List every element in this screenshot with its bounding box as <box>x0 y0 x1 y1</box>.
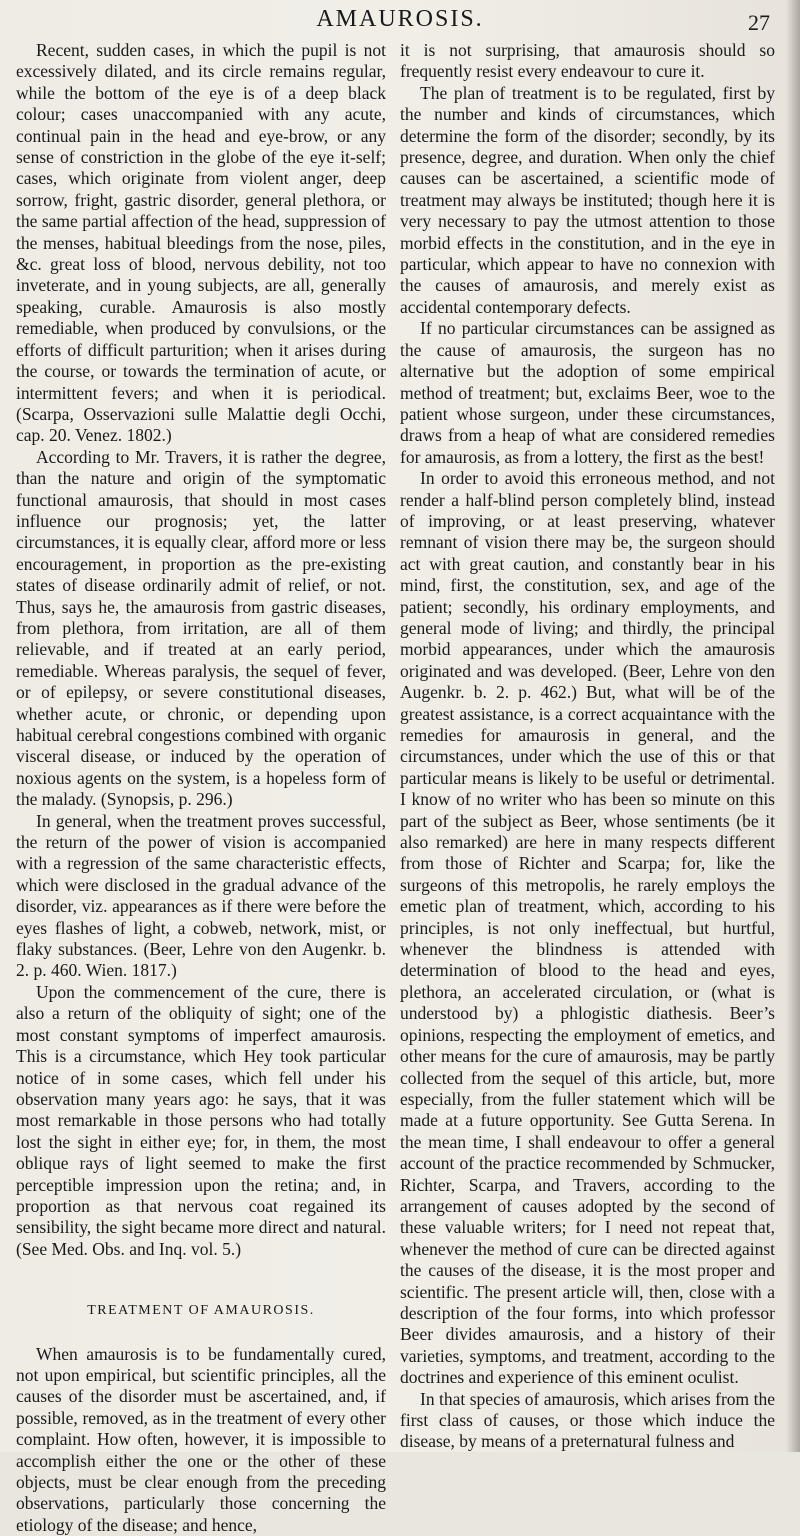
section-heading: TREATMENT OF AMAUROSIS. <box>87 1303 315 1319</box>
paragraph-travers-prognosis: According to Mr. Travers, it is rather the degree, than the nature and origin of the symptomatic functional amaurosis, that should in most cases influence our prognosis; yet, the latter circumstances, it is equally clear, afford more or less encouragement, in proportion as the pre-existing states of disease ordinarily admit of relief, or not. Thus, says he, the amaurosis from gastric diseases, from plethora, from irritation, are all of them relievable, and if treated at an early period, remediable. Whereas paralysis, the sequel of fever, or of epilepsy, or severe constitutional diseases, whether acute, or chronic, or depending upon habitual cerebral congestions combined with organic visceral disease, or induced by the operation of noxious agents on the system, is a hopeless form of the malady. (Synopsis, p. 296.) <box>16 446 386 810</box>
paragraph-obliquity-of-sight: Upon the commencement of the cure, there is also a return of the obliquity of sight; one of the most constant symptoms of imperfect amaurosis. This is a circumstance, which Hey took particular notice of in some cases, which fell under his observation many years ago: he says, that it was most remarkable in those persons who had totally lost the sight in either eye; for, in them, the most oblique rays of light seemed to make the first perceptible impression upon the retina; and, in proportion as that nervous coat regained its sensibility, the sight became more direct and natural. (See Med. Obs. and Inq. vol. 5.) <box>16 981 386 1259</box>
right-column <box>400 40 775 1453</box>
running-title: AMAUROSIS. <box>316 6 484 32</box>
page-header <box>0 4 800 44</box>
page-edge-shadow <box>786 0 800 1452</box>
paragraph-empirical-method: If no particular circumstances can be assigned as the cause of amaurosis, the surgeon has no alternative but the adoption of some empirical method of treatment; but, exclaims Beer, woe to the patient whose surgeon, under these circumstances, draws from a heap of what are considered remedies for amaurosis, as from a lottery, the first as the best! <box>400 318 775 467</box>
paragraph-prognosis-curable: Recent, sudden cases, in which the pupil is not excessively dilated, and its circle remains regular, while the bottom of the eye is of a deep black colour; cases unaccompanied with any acute, continual pain in the head and eye-brow, or any sense of constriction in the globe of the eye it-self; cases, which originate from violent anger, deep sorrow, fright, gastric disorder, general plethora, or the same partial affection of the head, suppression of the menses, habitual bleedings from the nose, piles, &c. great loss of blood, nervous debility, not too inveterate, and in young subjects, are all, generally speaking, curable. Amaurosis is also mostly remediable, when produced by convulsions, or the efforts of difficult parturition; when it arises during the course, or towards the termination of acute, or intermittent fevers; and when it is periodical. (Scarpa, Osservazioni sulle Malattie degli Occhi, cap. 20. Venez. 1802.) <box>16 40 386 446</box>
paragraph-continuation: it is not surprising, that amaurosis should so frequently resist every endeavour to cure it. <box>400 40 775 82</box>
paragraph-plan-of-treatment: The plan of treatment is to be regulated, first by the number and kinds of circumstances, which determine the form of the disorder; secondly, by its presence, degree, and duration. When only the chief causes can be ascertained, a scientific mode of treatment may always be instituted; though here it is very necessary to pay the utmost attention to those morbid effects in the constitution, and in the eye in particular, which appear to have no connexion with the causes of amaurosis, and merely exist as accidental contemporary defects. <box>400 82 775 317</box>
paragraph-return-of-vision: In general, when the treatment proves successful, the return of the power of vision is accompanied with a regression of the same characteristic effects, which were disclosed in the gradual advance of the disorder, viz. appearances as if there were before the eyes flashes of light, a cobweb, network, mist, or flaky substances. (Beer, Lehre von den Augenkr. b. 2. p. 460. Wien. 1817.) <box>16 810 386 981</box>
paragraph-treatment-intro: When amaurosis is to be fundamentally cured, not upon empirical, but scientific principles, all the causes of the disorder must be ascertained, and, if possible, removed, as in the treatment of every other complaint. How often, however, it is impossible to accomplish either the one or the other of these objects, must be clear enough from the preceding observations, particularly those concerning the etiology of the disease; and hence, <box>16 1343 386 1535</box>
left-column <box>16 40 386 1536</box>
paragraph-first-class-causes: In that species of amaurosis, which arises from the first class of causes, or those which induce the disease, by means of a preternatural fulness and <box>400 1388 775 1452</box>
paragraph-avoid-erroneous-method: In order to avoid this erroneous method, and not render a half-blind person completely blind, instead of improving, or at least preserving, whatever remnant of vision there may be, the surgeon should act with great caution, and constantly bear in his mind, first, the constitution, sex, and age of the patient; secondly, his ordinary employments, and general mode of living; and thirdly, the principal morbid appearances, under which the amaurosis originated and was developed. (Beer, Lehre von den Augenkr. b. 2. p. 462.) But, what will be of the greatest assistance, is a correct acquaintance with the remedies for amaurosis in general, and the circumstances, under which the use of this or that particular means is likely to be useful or detrimental. I know of no writer who has been so minute on this part of the subject as Beer, whose sentiments (be it also remarked) are here in many respects different from those of Richter and Scarpa; for, like the surgeons of this metropolis, he rarely employs the emetic plan of treatment, which, according to his principles, is not only ineffectual, but hurtful, whenever the blindness is attended with determination of blood to the head and eyes, plethora, an accelerated circulation, or (what is understood by) a phlogistic diathesis. Beer’s opinions, respecting the employment of emetics, and other means for the cure of amaurosis, may be partly collected from the sequel of this article, but, more especially, from the fuller statement which will be made at a future opportunity. See Gutta Serena. In the mean time, I shall endeavour to offer a general account of the practice recommended by Schmucker, Richter, Scarpa, and Travers, according to the arrangement of causes adopted by the second of these valuable writers; for I need not repeat that, whenever the method of cure can be directed against the causes of the disease, it is the most proper and scientific. The present article will, then, close with a description of the four forms, into which professor Beer divides amaurosis, and a history of their varieties, symptoms, and treatment, according to the doctrines and experience of this eminent oculist. <box>400 468 775 1388</box>
page-number: 27 <box>748 10 770 35</box>
